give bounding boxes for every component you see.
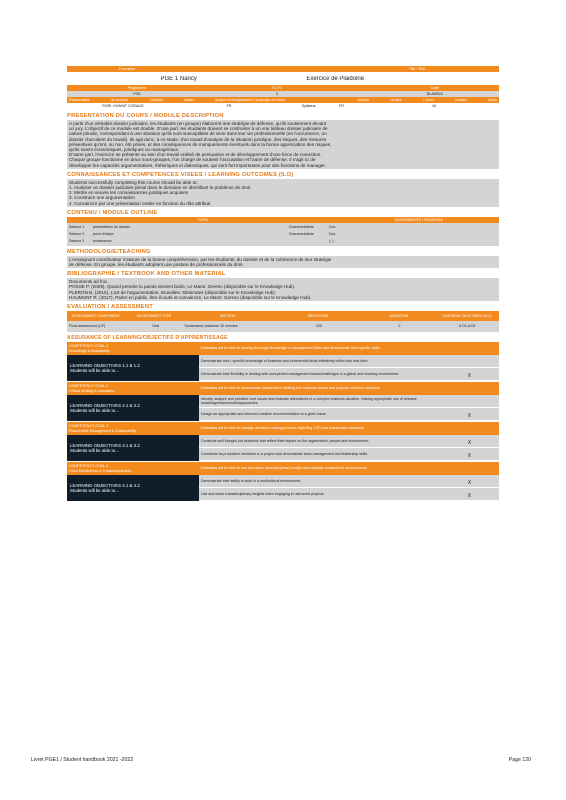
contenu-row xyxy=(69,238,497,245)
knowledge-line: 2. Mettre en oeuvre les connaissances juridiques acquises xyxy=(69,190,188,196)
contenu-row xyxy=(69,231,497,238)
lo-title: LEARNING OBJECTIVES 2.1 & 2.2 xyxy=(70,402,140,408)
ects-label: ECTS xyxy=(272,85,282,90)
knowledge-title: CONNAISSANCES ET COMPETENCES VISEES / LEARNING OUTCOMES (ILO) xyxy=(67,171,294,178)
contenu-title: CONTENU / MODULE OUTLINE xyxy=(67,209,158,216)
lo-subtitle: Students will be able to… xyxy=(70,408,120,414)
goal-description: Graduates will be able to demonstrate independent thinking into business issues and propose informed solutions. xyxy=(200,386,381,391)
presentation-text xyxy=(67,120,499,169)
objective-mark: X xyxy=(467,479,472,486)
knowledge-line: 1. Analyser un dossier judiciaire pénal dans le domaine en identifiant le problème de droit xyxy=(69,185,251,191)
learning-objective-items xyxy=(199,395,499,421)
seance-topic: présentation du dossier xyxy=(93,225,131,230)
competency-goal-row xyxy=(67,382,499,395)
objective-text: Construct well thought-out decisions that reflect their impact on the organization, people and environment. xyxy=(201,438,370,443)
seance-reading: Doc xyxy=(329,232,336,237)
methodology-title: METHODOLOGIE/TEACHING xyxy=(67,248,151,255)
contenu-header xyxy=(67,217,499,223)
presentation-line: qu'ils soient économiques, juridiques ou managériaux. xyxy=(69,147,180,153)
learning-objective-item xyxy=(199,488,499,501)
resp-col: leader xyxy=(184,97,195,102)
lo-subtitle: Students will be able to… xyxy=(70,368,120,374)
syllabus-page xyxy=(67,66,499,502)
competency-goal-row xyxy=(67,462,499,475)
biblio-line: POSSE P. (2009), Quand prendre la parole devient facile, Le Mans: Gereso (disponible sur le Knowledge Hub). xyxy=(69,284,296,290)
programme-value-row xyxy=(67,91,499,97)
objective-mark: X xyxy=(467,492,472,499)
eval-method: Soutenance plaidoirie 30 minutes xyxy=(184,324,238,329)
lo-title: LEARNING OBJECTIVES 3.1 & 3.2 xyxy=(70,442,140,448)
learning-objectives-label xyxy=(67,435,199,461)
presentation-line: Chaque groupe fonctionne en deux sous-groupes, l'un chargé de soutenir l'accusation et l'autre de défense. Il s'agit ici de xyxy=(69,157,316,163)
resp-col: langue d'enseignement / language of tuition xyxy=(215,97,285,102)
eval-col-header: LEARNING OUTCOMES (ILO) xyxy=(442,313,492,318)
eval-type: Oral xyxy=(152,324,159,329)
seance-reading: Doc xyxy=(329,225,336,230)
formation-label: Formation xyxy=(118,66,136,71)
presentation-line: dossier d'accident du travail). Ils agit donc, à ce stade, d'un travail d'analyse de la situation juridique, des risques, des mesures xyxy=(69,136,327,142)
eval-col-header: WEIGHTING xyxy=(307,313,329,318)
learning-objective-item xyxy=(199,368,499,381)
resp-col: hours xyxy=(487,97,497,102)
resp-col: horaire xyxy=(390,97,402,102)
biblio-line: HAUMONT R. (2017), Parler en public, être écouté et convaincre, Le Mans: Gereso (disponible sur le Knowledge Hub). xyxy=(69,294,312,300)
resp-col: de module xyxy=(111,97,128,102)
resp-col: contact xyxy=(455,97,467,102)
goal-subtitle: Critical thinking & Innovation xyxy=(69,388,115,393)
formation-header-row xyxy=(67,66,499,72)
objective-mark: X xyxy=(467,412,472,419)
eval-component: Final assessment (CF) xyxy=(69,324,106,329)
knowledge-line: 4. Convaincre par une présentation oralee en fonction du rôle attribué xyxy=(69,200,211,206)
assurance-table xyxy=(67,342,499,502)
objective-mark: X xyxy=(467,452,472,459)
competency-goal xyxy=(67,424,200,433)
seance-number: Séance 2 xyxy=(69,232,85,237)
programme-label: Programme xyxy=(127,85,147,90)
competency-goal xyxy=(67,384,200,393)
resp-name: RORI -KHAYAT CORALIE xyxy=(102,104,144,109)
learning-objective-block xyxy=(67,435,499,462)
programme-value: PGE xyxy=(133,91,141,96)
seance-assignment: Documentaliste xyxy=(289,225,314,230)
contenu-row xyxy=(69,224,497,231)
objective-text: Demonstrate their ability to work in a multicultural environment. xyxy=(201,478,302,483)
objective-mark xyxy=(440,399,499,403)
goal-description: Graduates will be able to develop thorough knowledge in management fields and demonstrate their specific skills. xyxy=(200,346,381,351)
title-label: Title / Title xyxy=(408,66,425,71)
title-value: Exercice de Plaidoirie xyxy=(306,75,365,82)
objective-text: Design an appropriate and informed creative recommendation to a given issue. xyxy=(201,411,327,416)
objective-text: Identify, analyze and prioritize core issues and evaluate alternatives in a complex business situation, making appropriate use of relevant knowledge/frameworks/approaches. xyxy=(201,396,417,406)
seance-assignment: Documentaliste xyxy=(289,232,314,237)
lo-title: LEARNING OBJECTIVES 4.1 & 4.2 xyxy=(70,482,140,488)
page-number: Page 120 xyxy=(508,757,531,763)
page-footer xyxy=(31,757,531,763)
biblio-text xyxy=(67,278,499,301)
eval-col-header: ASSESSMENT TYPE xyxy=(136,313,172,318)
evaluation-header xyxy=(67,311,499,321)
ects-value: 3 xyxy=(276,91,278,96)
goal-description: Graduates will be able to manage decisions making process regarding CSR and sustainable standards. xyxy=(200,426,365,431)
seance-number: Séance 1 xyxy=(69,225,85,230)
presentation-line: un jury. L'objectif de ce module est double. D'une part, les étudiants doivent se confronter à un vrai tableau dossier judiciaire de xyxy=(69,126,328,132)
biblio-line: Documents ad hoc. xyxy=(69,279,109,285)
knowledge-line: 3. Construire une argumentation xyxy=(69,195,135,201)
competency-goal-row xyxy=(67,342,499,355)
evaluation-title: EVALUATION / ASSESSMENT xyxy=(67,304,153,311)
knowledge-line: Students successfully completing this course should be able to: xyxy=(69,179,198,185)
eval-col-header: ASSESSMENT COMPONENT xyxy=(71,313,121,318)
formation-value-row xyxy=(67,72,499,85)
topic-header: TOPIC xyxy=(197,217,209,222)
seance-topic: point d'étape xyxy=(93,232,114,237)
eval-ilo: ILO1,ILO4 xyxy=(458,324,476,329)
methodology-text xyxy=(67,256,499,268)
learning-objectives-label xyxy=(67,395,199,421)
objective-text: Use and share transdisciplinary insights when engaging in real world projects. xyxy=(201,491,325,496)
objective-mark xyxy=(440,359,499,363)
presentation-line: nature pénale, correspondant à une situation qu'ils sont susceptibles de vivre dans leur vie professionnelle (en l'occurrence, un xyxy=(69,131,327,137)
lo-subtitle: Students will be able to… xyxy=(70,488,120,494)
learning-objective-item xyxy=(199,408,499,421)
biblio-title: BIBLIOGRAPHIE / TEXTBOOK AND OTHER MATERIAL xyxy=(67,271,226,278)
seance-topic: soutenance xyxy=(93,239,112,244)
code-value: BLAW004 xyxy=(426,91,443,96)
goal-title: COMPETENCY GOAL 3 xyxy=(69,424,109,429)
formation-value: PGE 1 Nancy xyxy=(160,75,197,82)
competency-goal xyxy=(67,464,200,473)
knowledge-text xyxy=(67,179,499,207)
goal-title: COMPETENCY GOAL 2 xyxy=(69,384,109,389)
presentation-line: A partir d'un véritable dossier judiciaire, les étudiants (en groupe) élaborent une stratégie de défense, qu'ils soutiennent devant xyxy=(69,121,327,126)
objective-text: Demonstrate their flexibility in dealing with unexpected management issues/challenges in a global and evolving environment. xyxy=(201,371,400,376)
syllabus-lang: FR xyxy=(339,104,344,109)
language-value: FR xyxy=(226,104,232,109)
footer-left: Livret PGE1 / Student handbook 2021 -2022 xyxy=(31,757,134,763)
resp-col: / Module xyxy=(149,97,164,102)
code-label: Code xyxy=(430,85,439,90)
objective-mark: X xyxy=(467,372,472,379)
presentation-line: préventives qu'ont, ou non, été prises, et des conséquences de manquements éventuels dans la bonne appréciation des risques, xyxy=(69,141,332,147)
objective-mark: X xyxy=(467,439,472,446)
presentation-title: PRESENTATION DU COURS / MODULE DESCRIPTION xyxy=(67,113,224,119)
resp-col: Responsable xyxy=(69,97,90,102)
goal-title: COMPETENCY GOAL 4 xyxy=(69,464,109,469)
learning-objective-items xyxy=(199,355,499,381)
methodology-line: de défense. En groupe, les étudiants adoptent une posture de professionnels du droit. xyxy=(69,262,244,268)
seance-number: Séance 3 xyxy=(69,239,85,244)
eval-duration: 2 xyxy=(398,324,401,329)
learning-objective-items xyxy=(199,475,499,501)
learning-objectives-label xyxy=(67,355,199,381)
competency-goal-row xyxy=(67,422,499,435)
learning-objective-item xyxy=(199,448,499,461)
assignments-header: ASSIGNMENTS / READINGS xyxy=(395,217,443,222)
learning-objective-block xyxy=(67,395,499,422)
contenu-body xyxy=(67,223,499,246)
goal-subtitle: Responsible Management & Sustainability xyxy=(69,428,137,433)
lo-title: LEARNING OBJECTIVES 1.1 & 1.2 xyxy=(70,362,140,368)
lo-subtitle: Students will be able to… xyxy=(70,448,120,454)
competency-goal xyxy=(67,344,200,353)
syllabus-label: Syllabus: xyxy=(301,104,317,109)
eval-col-header: METHOD xyxy=(220,313,236,318)
learning-objective-item xyxy=(199,395,499,408)
learning-objective-item xyxy=(199,435,499,448)
methodology-line: L'enseignant coordinateur s'assure de la bonne compréhension, par les étudiants, du dossier et de la cohérence de leur stratégie xyxy=(69,256,332,262)
eval-col-header: DURATION xyxy=(389,313,409,318)
hours-value: 16 xyxy=(432,104,436,109)
biblio-line: PLERON B. (2015), L'art de l'argumentation, Bruxelles: 50minutes (disponible sur le Knowledge Hub). xyxy=(69,289,277,295)
presentation-line: D'autre part, l'exercice se présente au sein d'un travail oralisé de persuasion et de développement d'une force de conviction. xyxy=(69,152,322,158)
learning-objective-items xyxy=(199,435,499,461)
resp-col: / Class xyxy=(422,97,434,102)
objective-text: Contribute as productive members to a project and demonstrate team management and leadership skills. xyxy=(201,451,368,456)
learning-objective-block xyxy=(67,355,499,382)
learning-objective-item xyxy=(199,475,499,488)
responsable-value-row xyxy=(67,103,499,110)
presentation-line: développer les capacités argumentatives, rhétoriques et dialectiques, qui sont fort importantes pour des fonctions de manager. xyxy=(69,162,326,168)
goal-title: COMPETENCY GOAL 1 xyxy=(69,344,109,349)
goal-subtitle: Open Mindedness & Transdisciplinarity xyxy=(69,468,132,473)
learning-objective-item xyxy=(199,355,499,368)
learning-objective-block xyxy=(67,475,499,502)
eval-weighting: 100 xyxy=(315,324,322,329)
learning-objectives-label xyxy=(67,475,199,501)
goal-subtitle: Knowledge & Adaptability xyxy=(69,348,110,353)
resp-col: Volume xyxy=(357,97,370,102)
objective-text: Demonstrate core / specific knowledge of business and commercial fields effectively within and cost form. xyxy=(201,358,369,363)
programme-header-row xyxy=(67,85,499,91)
assurance-title: ASSURANCE OF LEARNING/OBJECTIFS D'APPRENTISSAGE xyxy=(67,335,228,342)
goal-description: Graduates will be able to use and share transdisciplinary insight and integrate multicultural environments. xyxy=(200,466,368,471)
evaluation-row xyxy=(67,321,499,332)
seance-reading: (..) xyxy=(329,239,334,244)
